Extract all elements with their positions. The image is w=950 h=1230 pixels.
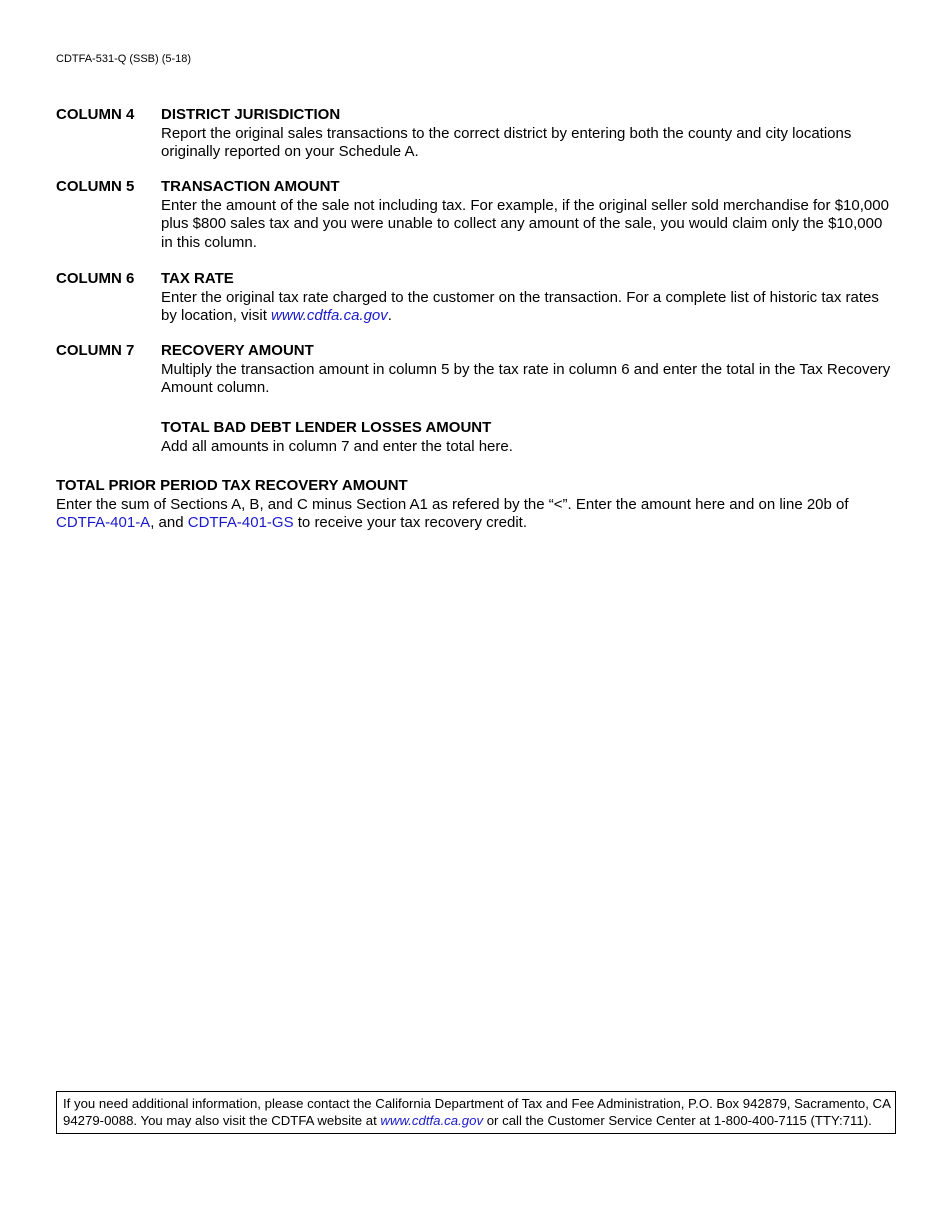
contact-info-box <box>56 1091 896 1134</box>
cdtfa-401-gs-link[interactable]: CDTFA-401-GS <box>187 514 294 531</box>
description-text-end: to receive your tax recovery credit. <box>293 514 528 531</box>
form-id: CDTFA-531-Q (SSB) (5-18) <box>56 53 192 65</box>
column-heading: RECOVERY AMOUNT <box>161 342 314 359</box>
column-description <box>161 289 896 326</box>
description-text: Enter the sum of Sections A, B, and C minus Section A1 as refered by the “<”. Enter the amount here and on line 20b of <box>56 495 849 513</box>
cdtfa-website-link[interactable]: www.cdtfa.ca.gov <box>271 307 388 324</box>
bad-debt-heading: TOTAL BAD DEBT LENDER LOSSES AMOUNT <box>161 419 492 436</box>
description-text-middle: , and <box>150 514 188 531</box>
column-heading: DISTRICT JURISDICTION <box>161 106 341 123</box>
column-heading: TRANSACTION AMOUNT <box>161 178 340 195</box>
prior-period-description <box>56 496 896 533</box>
column-7-section <box>56 342 896 398</box>
cdtfa-website-link[interactable]: www.cdtfa.ca.gov <box>380 1113 484 1128</box>
column-6-section <box>56 270 896 326</box>
column-4-section <box>56 106 896 162</box>
bad-debt-description: Add all amounts in column 7 and enter the total here. <box>161 437 513 455</box>
prior-period-heading: TOTAL PRIOR PERIOD TAX RECOVERY AMOUNT <box>56 477 408 494</box>
column-label: COLUMN 6 <box>56 270 135 287</box>
column-label: COLUMN 4 <box>56 106 135 123</box>
column-description: Enter the amount of the sale not including tax. For example, if the original seller sold merchandise for $10,000 plus $800 sales tax and you were unable to collect any amount of the sale, you would claim only the $10,000 in this column. <box>161 196 889 251</box>
description-text: Enter the original tax rate charged to the customer on the transaction. For a complete list of historic tax rates by location, visit <box>161 288 879 324</box>
prior-period-total-section <box>56 477 896 533</box>
description-text-end: . <box>387 307 392 324</box>
column-5-section <box>56 178 896 252</box>
contact-text-end: or call the Customer Service Center at 1-800-400-7115 (TTY:711). <box>483 1113 872 1128</box>
column-label: COLUMN 5 <box>56 178 135 195</box>
contact-text: If you need additional information, please contact the California Department of Tax and Fee Administration, P.O. Box 942879, Sacramento, CA 94279-0088. You may also visit the CDTFA website at <box>63 1096 891 1128</box>
column-description: Multiply the transaction amount in column 5 by the tax rate in column 6 and enter the total in the Tax Recovery Amount column. <box>161 360 891 396</box>
cdtfa-401-a-link[interactable]: CDTFA-401-A <box>56 514 151 531</box>
column-description: Report the original sales transactions to the correct district by entering both the county and city locations originally reported on your Schedule A. <box>161 124 852 160</box>
column-label: COLUMN 7 <box>56 342 135 359</box>
column-heading: TAX RATE <box>161 270 234 287</box>
bad-debt-total-section <box>56 419 896 456</box>
